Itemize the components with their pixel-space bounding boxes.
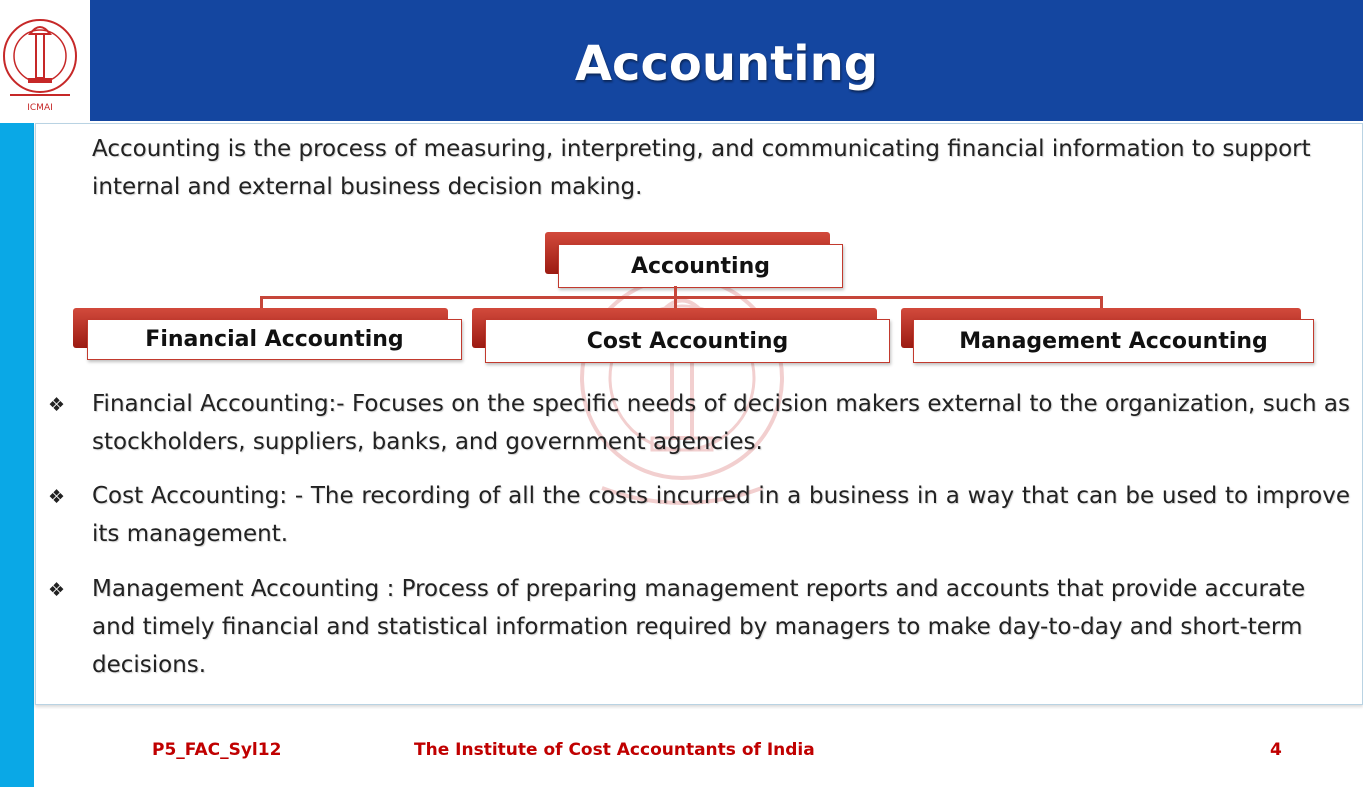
diagram-child-2-label: Cost Accounting [586,328,789,354]
point-3-text: Management Accounting : Process of preparing management reports and accounts that provide accurate and timely financial and statistical information required by managers to make day-to-day and short-term decisions. [92,576,1306,678]
diagram-root-box [558,244,843,288]
svg-text:ICMAI: ICMAI [27,103,53,113]
footer-code: P5_FAC_Syl12 [152,740,282,760]
diagram-child-3-box [913,319,1314,363]
diagram-child-3-label: Management Accounting [959,328,1268,354]
intro-text: Accounting is the process of measuring, interpreting, and communicating financial information to support internal and external business decision making. [92,136,1311,200]
point-financial-accounting [92,385,1350,461]
footer-page-number: 4 [1270,740,1282,760]
left-accent-bar [0,123,34,787]
page-title: Accounting [574,36,879,92]
point-2-text: Cost Accounting: - The recording of all the costs incurred in a business in a way that can be used to improve its management. [92,483,1350,547]
connector-horizontal [260,296,1103,299]
bullet-icon-2: ❖ [48,486,66,508]
footer-institute: The Institute of Cost Accountants of India [414,740,815,760]
institute-logo [0,0,90,123]
diagram-root-label: Accounting [630,253,770,279]
diagram-child-1-box [87,319,462,360]
diagram-child-1-label: Financial Accounting [145,327,404,352]
diagram-child-2-box [485,319,890,363]
point-cost-accounting [92,477,1350,553]
intro-paragraph [92,130,1352,206]
point-management-accounting [92,570,1342,684]
bullet-icon-3: ❖ [48,579,66,601]
point-1-text: Financial Accounting:- Focuses on the specific needs of decision makers external to the organization, such as stockholders, suppliers, banks, and government agencies. [92,391,1350,455]
bullet-icon-1: ❖ [48,394,66,416]
